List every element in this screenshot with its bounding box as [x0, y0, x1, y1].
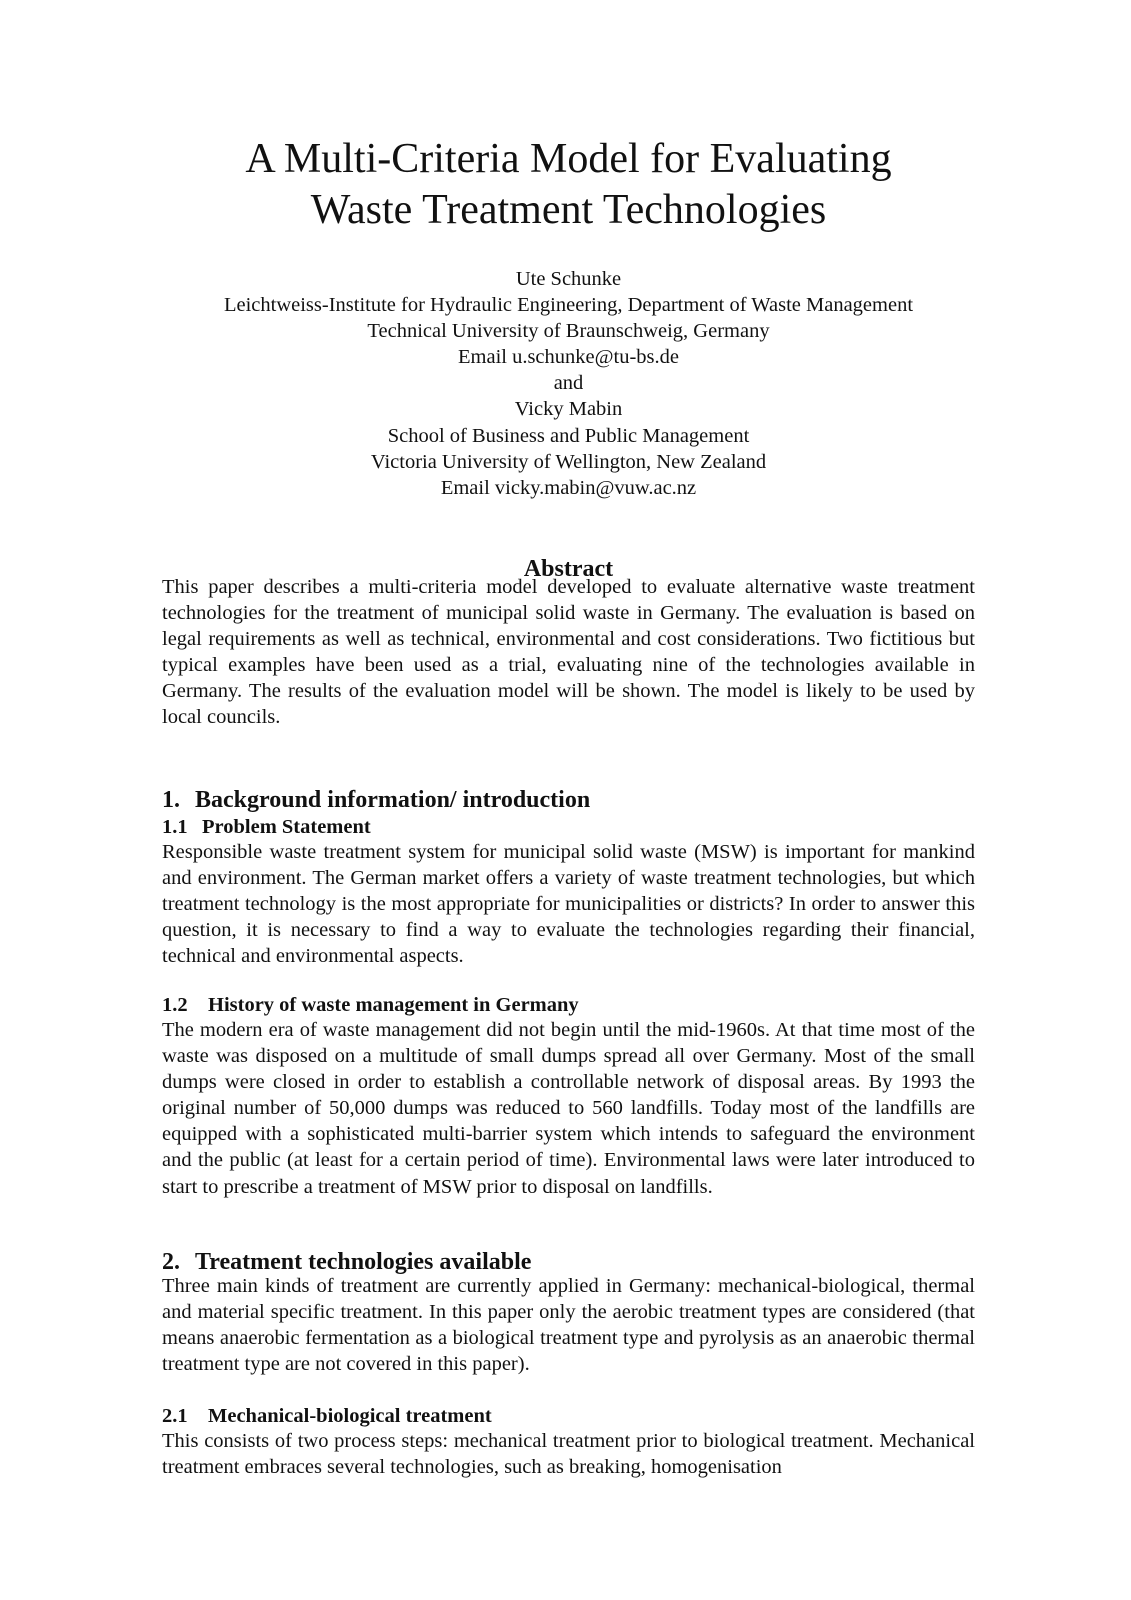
section-2-1-text: This consists of two process steps: mechanical treatment prior to biological treatment. Mechanical treatment embraces several technologies, such as breaking, homogenisation: [162, 1430, 975, 1479]
paper-title-line-1: A Multi-Criteria Model for Evaluating: [245, 136, 892, 182]
section-1-2-title: History of waste management in Germany: [208, 994, 579, 1016]
author-2-affiliation-1: School of Business and Public Management: [387, 424, 750, 447]
author-1-affiliation-1: Leichtweiss-Institute for Hydraulic Engineering, Department of Waste Management: [223, 294, 914, 317]
author-2-email: Email vicky.mabin@vuw.ac.nz: [440, 476, 697, 499]
section-2-text: Three main kinds of treatment are currently applied in Germany: mechanical-biological, thermal and material specific treatment. In this paper only the aerobic treatment types are considered (that means anaerobic fermentation as a biological treatment type and pyrolysis as an anaerobic thermal treatment type are not covered in this paper).: [162, 1275, 975, 1376]
author-2-affiliation-2: Victoria University of Wellington, New Zealand: [370, 450, 767, 473]
section-2-title: Treatment technologies available: [195, 1249, 532, 1275]
section-2-1-number: 2.1: [162, 1405, 188, 1427]
section-2-1-title: Mechanical-biological treatment: [208, 1405, 492, 1427]
author-block: [162, 266, 975, 501]
section-1-1-number: 1.1: [162, 816, 188, 838]
section-1-1-text: Responsible waste treatment system for municipal solid waste (MSW) is important for mankind and environment. The German market offers a variety of waste treatment technologies, but which treatment technology is the most appropriate for municipalities or districts? In order to answer this question, it is necessary to find a way to evaluate the technologies regarding their financial, technical and environmental aspects.: [162, 841, 975, 968]
paper-title: [162, 134, 975, 236]
section-1-2-number: 1.2: [162, 994, 188, 1016]
paper-title-line-2: Waste Treatment Technologies: [310, 187, 827, 233]
section-1-2-heading: [162, 993, 975, 1018]
section-1-1-title: Problem Statement: [202, 816, 371, 838]
author-1-affiliation-2: Technical University of Braunschweig, Germany: [367, 320, 770, 343]
author-1-name: Ute Schunke: [515, 268, 622, 290]
author-1-email: Email u.schunke@tu-bs.de: [458, 346, 679, 369]
section-2-number: 2.: [162, 1249, 180, 1275]
section-1-title: Background information/ introduction: [195, 787, 591, 813]
section-1-2-text: The modern era of waste management did not begin until the mid-1960s. At that time most of the waste was disposed on a multitude of small dumps spread all over Germany. Most of the small dumps were closed in order to establish a controllable network of disposal areas. By 1993 the original number of 50,000 dumps was reduced to 560 landfills. Today most of the landfills are equipped with a sophisticated multi-barrier system which intends to safeguard the environment and the public (at least for a certain period of time). Environmental laws were later introduced to start to prescribe a treatment of MSW prior to disposal on landfills.: [162, 1019, 975, 1198]
section-1-number: 1.: [162, 787, 180, 813]
section-1-1-heading: [162, 815, 975, 840]
author-2-name: Vicky Mabin: [514, 398, 623, 421]
abstract-text: This paper describes a multi-criteria model developed to evaluate alternative waste treatment technologies for the treatment of municipal solid waste in Germany. The evaluation is based on legal requirements as well as technical, environmental and cost considerations. Two fictitious but typical examples have been used as a trial, evaluating nine of the technologies available in Germany. The results of the evaluation model will be shown. The model is likely to be used by local councils.: [162, 576, 975, 729]
author-conjunction: and: [553, 372, 584, 395]
section-2-heading: [162, 1248, 975, 1276]
section-2-1-heading: [162, 1404, 975, 1429]
abstract-heading: Abstract: [523, 556, 614, 582]
section-1-heading: [162, 786, 975, 814]
